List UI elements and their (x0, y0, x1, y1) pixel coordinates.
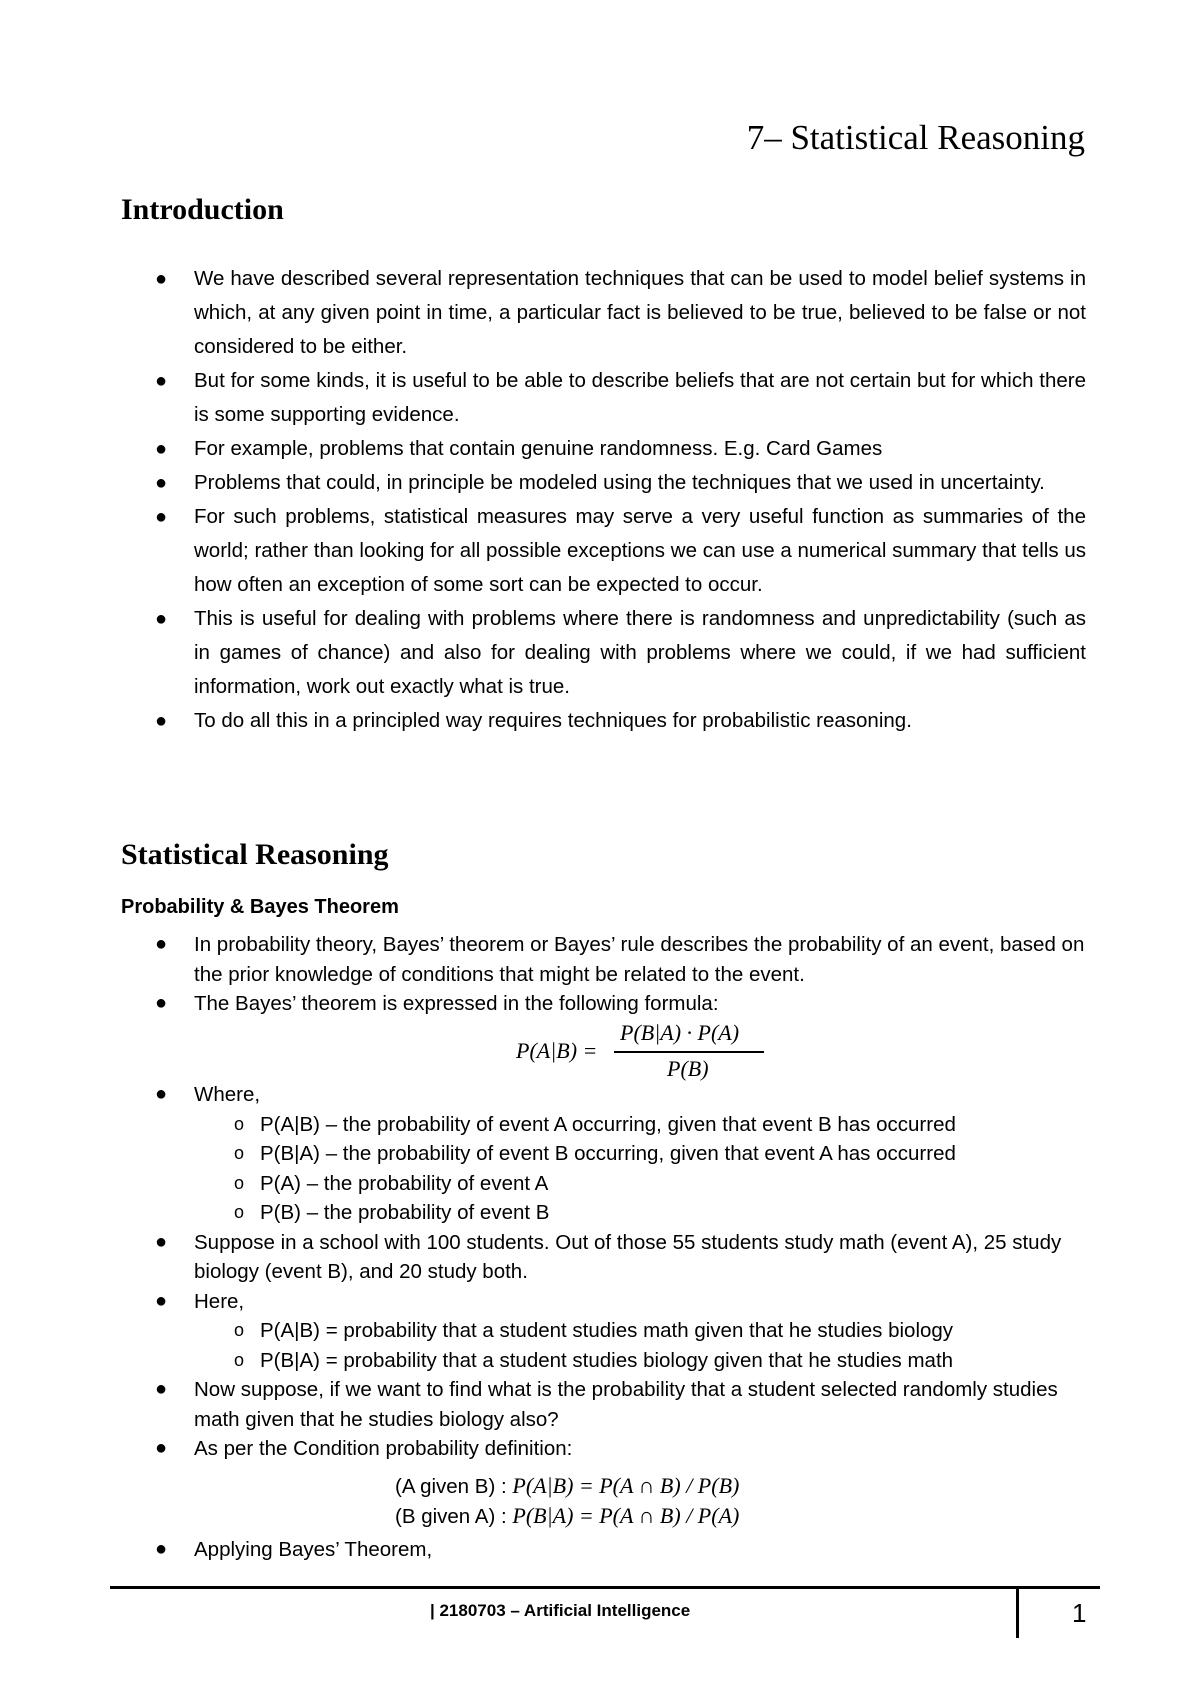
list-item: ● We have described several representation techniques that can be used to model belief systems in which, at any given point in time, a particular fact is believed to be true, believed to be false or not considered to be either. (0, 262, 1200, 364)
bullet-icon: ● (155, 1378, 168, 1400)
list-item: ● The Bayes’ theorem is expressed in the following formula: (0, 989, 1200, 1019)
bullet-icon: ● (155, 1437, 168, 1459)
bullet-icon: ● (155, 608, 168, 630)
bullet-icon: ● (155, 370, 168, 392)
footer-divider (110, 1586, 1100, 1589)
here-sublist (194, 1316, 1086, 1375)
introduction-list (0, 262, 1200, 738)
bullet-icon: ● (155, 506, 168, 528)
footer-course-label: | 2180703 – Artificial Intelligence (430, 1601, 691, 1620)
bayes-subheading: Probability & Bayes Theorem (121, 896, 399, 918)
bullet-icon: ● (155, 438, 168, 460)
bullet-icon: ● (155, 1083, 168, 1105)
list-item: ● But for some kinds, it is useful to be able to describe beliefs that are not certain but for which there is some supporting evidence. (0, 364, 1200, 432)
list-item: ● Now suppose, if we want to find what is the probability that a student selected randomly studies math given that he studies biology also? (0, 1375, 1200, 1434)
list-item: ● Here, o P(A|B) = probability that a student studies math given that he studies biology o P(B|A) = probability that a student studies biology given that he studies math (0, 1287, 1200, 1376)
bullet-icon: ● (155, 1230, 168, 1253)
sub-list-item: o P(B) – the probability of event B (194, 1198, 1086, 1228)
bullet-icon: ● (155, 933, 168, 955)
sub-list-item: o P(A|B) = probability that a student studies math given that he studies biology (194, 1316, 1086, 1346)
sub-list-item: o P(B|A) = probability that a student studies biology given that he studies math (194, 1346, 1086, 1376)
formula-fraction-bar (614, 1051, 764, 1053)
list-item: ● Applying Bayes’ Theorem, (0, 1535, 1200, 1565)
conditional-probability-line-1: (A given B) : P(A|B) = P(A ∩ B) / P(B) (395, 1473, 740, 1498)
bullet-icon: ● (155, 1289, 168, 1312)
circle-bullet-icon: o (234, 1143, 245, 1163)
list-item: ● Suppose in a school with 100 students. Out of those 55 students study math (event A), 25 study biology (event B), and 20 study both. (0, 1228, 1200, 1287)
list-item: ● Problems that could, in principle be modeled using the techniques that we used in uncertainty. (0, 466, 1200, 500)
where-sublist (194, 1110, 1086, 1228)
sub-list-item: o P(A) – the probability of event A (194, 1169, 1086, 1199)
bayes-list-part1 (0, 930, 1200, 1019)
conditional-probability-line-2: (B given A) : P(B|A) = P(A ∩ B) / P(A) (395, 1503, 740, 1528)
bullet-icon: ● (155, 992, 168, 1014)
formula-lhs: P(A|B) = (516, 1038, 598, 1063)
list-item: ● To do all this in a principled way requires techniques for probabilistic reasoning. (0, 704, 1200, 738)
circle-bullet-icon: o (234, 1349, 245, 1370)
bayes-list-part3 (0, 1535, 1200, 1565)
list-item: ● For such problems, statistical measures may serve a very useful function as summaries of the world; rather than looking for all possible exceptions we can use a numerical summary that tells us how often an exception of some sort can be expected to occur. (0, 500, 1200, 602)
bullet-icon: ● (155, 472, 168, 494)
footer-vertical-bar (1016, 1586, 1019, 1638)
statistical-reasoning-heading: Statistical Reasoning (121, 838, 389, 871)
formula-numerator: P(B|A) · P(A) (620, 1020, 740, 1045)
list-item: ● As per the Condition probability definition: (0, 1434, 1200, 1464)
circle-bullet-icon: o (234, 1113, 245, 1134)
introduction-heading: Introduction (121, 193, 284, 226)
bayes-formula (510, 1016, 770, 1086)
sub-list-item: o P(A|B) – the probability of event A occurring, given that event B has occurred (194, 1110, 1086, 1140)
circle-bullet-icon: o (234, 1172, 245, 1193)
chapter-title: 7– Statistical Reasoning (746, 118, 1085, 157)
bayes-list-part2 (0, 1080, 1200, 1464)
list-item: ● For example, problems that contain genuine randomness. E.g. Card Games (0, 432, 1200, 466)
circle-bullet-icon: o (234, 1320, 245, 1340)
bullet-icon: ● (155, 1538, 168, 1560)
formula-denominator: P(B) (667, 1056, 709, 1081)
list-item: ● Where, o P(A|B) – the probability of event A occurring, given that event B has occurred o P(B|A) – the probability of event B occurring, given that event A has occurred o P(A) – the probability of event A o P(B) – the probability of event B (0, 1080, 1200, 1228)
bullet-icon: ● (155, 710, 168, 732)
bullet-icon: ● (155, 268, 168, 290)
list-item: ● This is useful for dealing with problems where there is randomness and unpredictability (such as in games of chance) and also for dealing with problems where we could, if we had sufficient information, work out exactly what is true. (0, 602, 1200, 704)
list-item: ● In probability theory, Bayes’ theorem or Bayes’ rule describes the probability of an event, based on the prior knowledge of conditions that might be related to the event. (0, 930, 1200, 989)
page-number: 1 (1072, 1598, 1087, 1628)
circle-bullet-icon: o (234, 1202, 245, 1222)
sub-list-item: o P(B|A) – the probability of event B occurring, given that event A has occurred (194, 1139, 1086, 1169)
